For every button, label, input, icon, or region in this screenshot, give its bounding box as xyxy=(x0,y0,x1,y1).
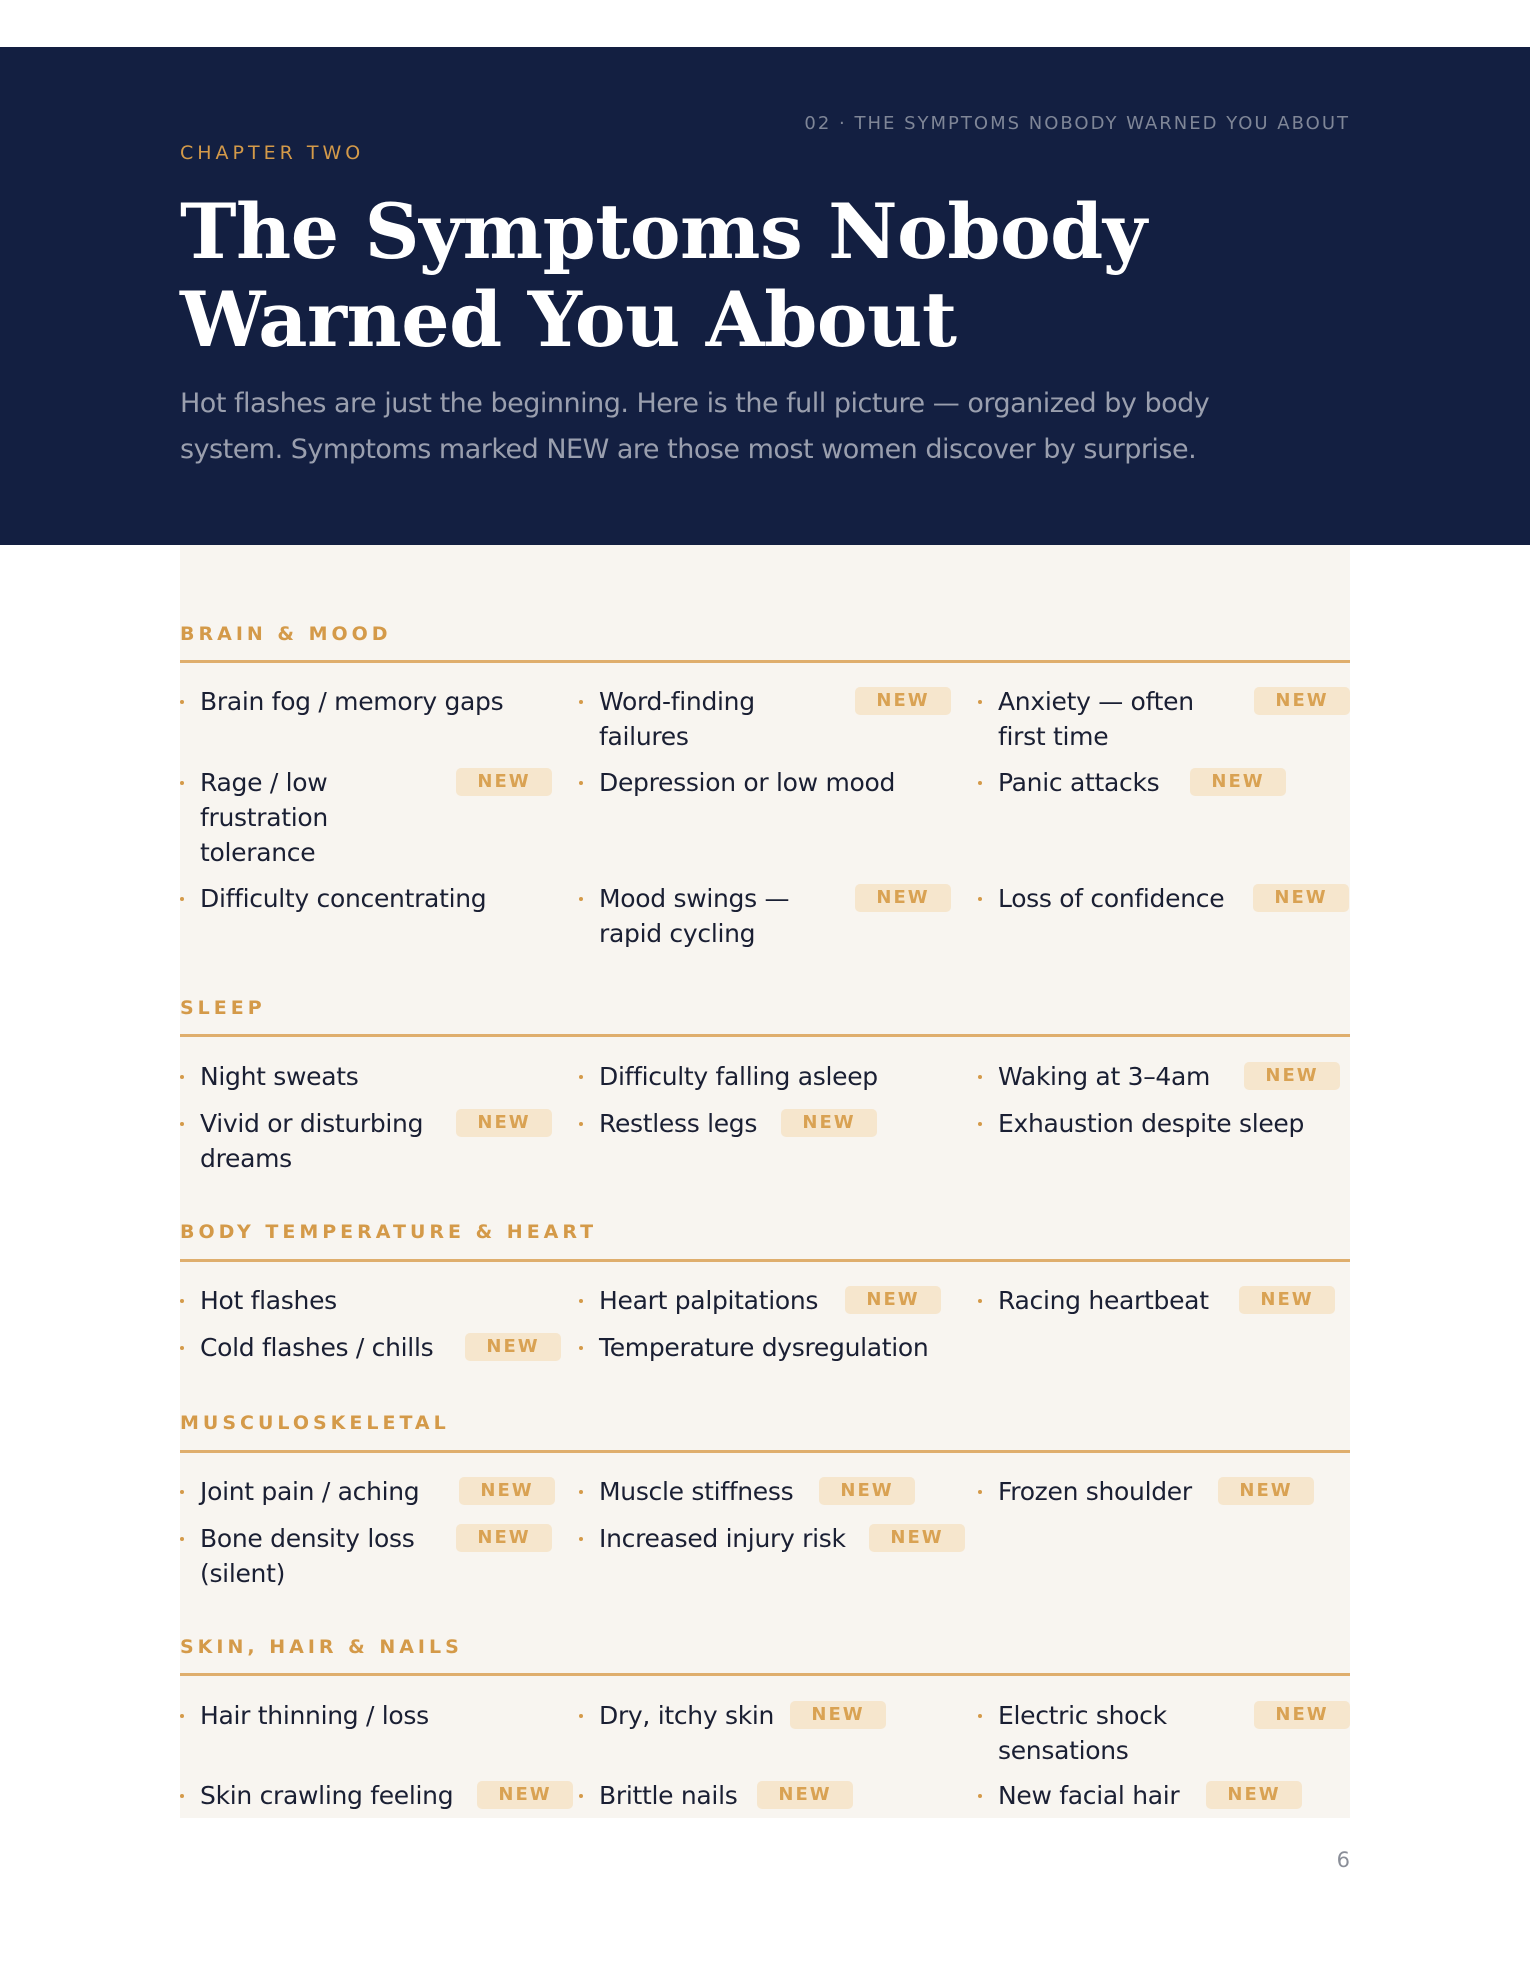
section-divider xyxy=(180,1450,1350,1453)
symptom-label: Cold flashes / chills xyxy=(200,1333,434,1362)
symptom-label: Rage / low frustration tolerance xyxy=(200,768,328,867)
title-line-2: Warned You About xyxy=(180,275,957,364)
symptom-label: Racing heartbeat xyxy=(998,1286,1209,1315)
symptom-label: Increased injury risk xyxy=(599,1524,846,1553)
symptom-item xyxy=(579,881,969,951)
symptom-item xyxy=(978,1778,1368,1813)
symptom-item xyxy=(579,684,969,754)
symptom-label: Bone density loss (silent) xyxy=(200,1524,415,1588)
symptom-item xyxy=(180,1283,570,1318)
symptom-label: New facial hair xyxy=(998,1781,1180,1810)
symptom-label: Joint pain / aching xyxy=(200,1477,420,1506)
symptom-label: Difficulty concentrating xyxy=(200,884,487,913)
symptom-label: Heart palpitations xyxy=(599,1286,819,1315)
new-badge: NEW xyxy=(845,1286,941,1314)
bullet-dot xyxy=(180,1537,184,1541)
symptom-item xyxy=(579,1330,969,1365)
symptom-item xyxy=(978,1474,1368,1509)
symptom-label: Muscle stiffness xyxy=(599,1477,794,1506)
section-divider xyxy=(180,1034,1350,1037)
symptom-item xyxy=(180,1059,570,1094)
new-badge: NEW xyxy=(790,1701,886,1729)
bullet-dot xyxy=(579,1299,583,1303)
symptom-label: Depression or low mood xyxy=(599,768,896,797)
section-divider xyxy=(180,660,1350,663)
new-badge: NEW xyxy=(819,1477,915,1505)
symptom-label: Skin crawling feeling xyxy=(200,1781,454,1810)
bullet-dot xyxy=(579,1122,583,1126)
symptom-item xyxy=(180,1778,570,1813)
symptom-label: Restless legs xyxy=(599,1109,758,1138)
symptom-label: Exhaustion despite sleep xyxy=(998,1109,1305,1138)
symptom-item xyxy=(180,1474,570,1509)
symptom-item xyxy=(180,684,570,719)
new-badge: NEW xyxy=(1254,1701,1350,1729)
symptom-item xyxy=(180,881,570,916)
bullet-dot xyxy=(180,781,184,785)
symptom-item xyxy=(978,1106,1368,1141)
symptom-item xyxy=(180,765,570,870)
bullet-dot xyxy=(579,1537,583,1541)
new-badge: NEW xyxy=(456,1109,552,1137)
page-subtitle: Hot flashes are just the beginning. Here is the full picture — organized by body system. Symptoms marked NEW are those most women discover by surprise. xyxy=(180,388,1210,465)
new-badge: NEW xyxy=(1190,768,1286,796)
symptom-label: Electric shock sensations xyxy=(998,1701,1167,1765)
bullet-dot xyxy=(579,1346,583,1350)
symptom-item xyxy=(978,1283,1368,1318)
symptom-item xyxy=(579,765,969,800)
new-badge: NEW xyxy=(459,1477,555,1505)
running-head: 02 · THE SYMPTOMS NOBODY WARNED YOU ABOUT xyxy=(804,113,1350,134)
symptom-item xyxy=(579,1283,969,1318)
symptom-label: Vivid or disturbing dreams xyxy=(200,1109,424,1173)
chapter-eyebrow: CHAPTER TWO xyxy=(180,142,365,164)
new-badge: NEW xyxy=(1244,1062,1340,1090)
new-badge: NEW xyxy=(869,1524,965,1552)
symptom-item xyxy=(978,1059,1368,1094)
symptom-label: Loss of confidence xyxy=(998,884,1225,913)
bullet-dot xyxy=(978,1075,982,1079)
bullet-dot xyxy=(180,1346,184,1350)
bullet-dot xyxy=(579,897,583,901)
bullet-dot xyxy=(978,781,982,785)
symptom-label: Difficulty falling asleep xyxy=(599,1062,878,1091)
symptom-label: Hair thinning / loss xyxy=(200,1701,429,1730)
bullet-dot xyxy=(978,1299,982,1303)
symptom-label: Panic attacks xyxy=(998,768,1160,797)
bullet-dot xyxy=(978,1714,982,1718)
symptom-item xyxy=(180,1330,570,1365)
symptom-label: Brain fog / memory gaps xyxy=(200,687,504,716)
symptom-label: Night sweats xyxy=(200,1062,359,1091)
page-number: 6 xyxy=(1336,1848,1350,1872)
symptom-label: Temperature dysregulation xyxy=(599,1333,929,1362)
bullet-dot xyxy=(180,1299,184,1303)
bullet-dot xyxy=(180,897,184,901)
symptom-label: Word-finding failures xyxy=(599,687,755,751)
bullet-dot xyxy=(978,700,982,704)
symptom-label: Hot flashes xyxy=(200,1286,337,1315)
section-title-musculoskeletal: MUSCULOSKELETAL xyxy=(180,1412,450,1434)
new-badge: NEW xyxy=(855,687,951,715)
bullet-dot xyxy=(579,1490,583,1494)
symptom-item xyxy=(978,765,1368,800)
symptom-item xyxy=(978,881,1368,916)
symptom-item xyxy=(579,1106,969,1141)
bullet-dot xyxy=(978,897,982,901)
symptom-label: Dry, itchy skin xyxy=(599,1701,775,1730)
bullet-dot xyxy=(180,1122,184,1126)
section-title-brain-mood: BRAIN & MOOD xyxy=(180,623,392,645)
bullet-dot xyxy=(180,1714,184,1718)
new-badge: NEW xyxy=(1218,1477,1314,1505)
bullet-dot xyxy=(978,1490,982,1494)
bullet-dot xyxy=(579,781,583,785)
bullet-dot xyxy=(579,1075,583,1079)
symptom-item xyxy=(180,1106,570,1176)
bullet-dot xyxy=(579,1794,583,1798)
symptom-item xyxy=(579,1778,969,1813)
symptom-item xyxy=(579,1059,969,1094)
bullet-dot xyxy=(180,700,184,704)
bullet-dot xyxy=(579,700,583,704)
new-badge: NEW xyxy=(781,1109,877,1137)
bullet-dot xyxy=(579,1714,583,1718)
section-title-skin-hair-nails: SKIN, HAIR & NAILS xyxy=(180,1636,463,1658)
bullet-dot xyxy=(180,1490,184,1494)
symptom-label: Brittle nails xyxy=(599,1781,738,1810)
bullet-dot xyxy=(978,1794,982,1798)
new-badge: NEW xyxy=(465,1333,561,1361)
symptom-label: Frozen shoulder xyxy=(998,1477,1192,1506)
new-badge: NEW xyxy=(1254,687,1350,715)
new-badge: NEW xyxy=(456,1524,552,1552)
symptom-item xyxy=(579,1698,969,1733)
symptom-item xyxy=(180,1698,570,1733)
symptom-label: Mood swings — rapid cycling xyxy=(599,884,790,948)
section-title-sleep: SLEEP xyxy=(180,997,266,1019)
new-badge: NEW xyxy=(1253,884,1349,912)
section-title-body-temperature-heart: BODY TEMPERATURE & HEART xyxy=(180,1221,598,1243)
bullet-dot xyxy=(180,1794,184,1798)
new-badge: NEW xyxy=(456,768,552,796)
new-badge: NEW xyxy=(477,1781,573,1809)
new-badge: NEW xyxy=(1239,1286,1335,1314)
symptom-item xyxy=(978,1698,1368,1768)
symptom-label: Anxiety — often first time xyxy=(998,687,1194,751)
symptom-item xyxy=(978,684,1368,754)
symptom-label: Waking at 3–4am xyxy=(998,1062,1211,1091)
bullet-dot xyxy=(978,1122,982,1126)
new-badge: NEW xyxy=(757,1781,853,1809)
bullet-dot xyxy=(180,1075,184,1079)
title-line-1: The Symptoms Nobody xyxy=(180,187,1147,276)
symptom-item xyxy=(579,1521,969,1556)
section-divider xyxy=(180,1673,1350,1676)
new-badge: NEW xyxy=(855,884,951,912)
symptom-item xyxy=(579,1474,969,1509)
new-badge: NEW xyxy=(1206,1781,1302,1809)
symptom-item xyxy=(180,1521,570,1591)
section-divider xyxy=(180,1259,1350,1262)
page-title xyxy=(180,188,1146,364)
